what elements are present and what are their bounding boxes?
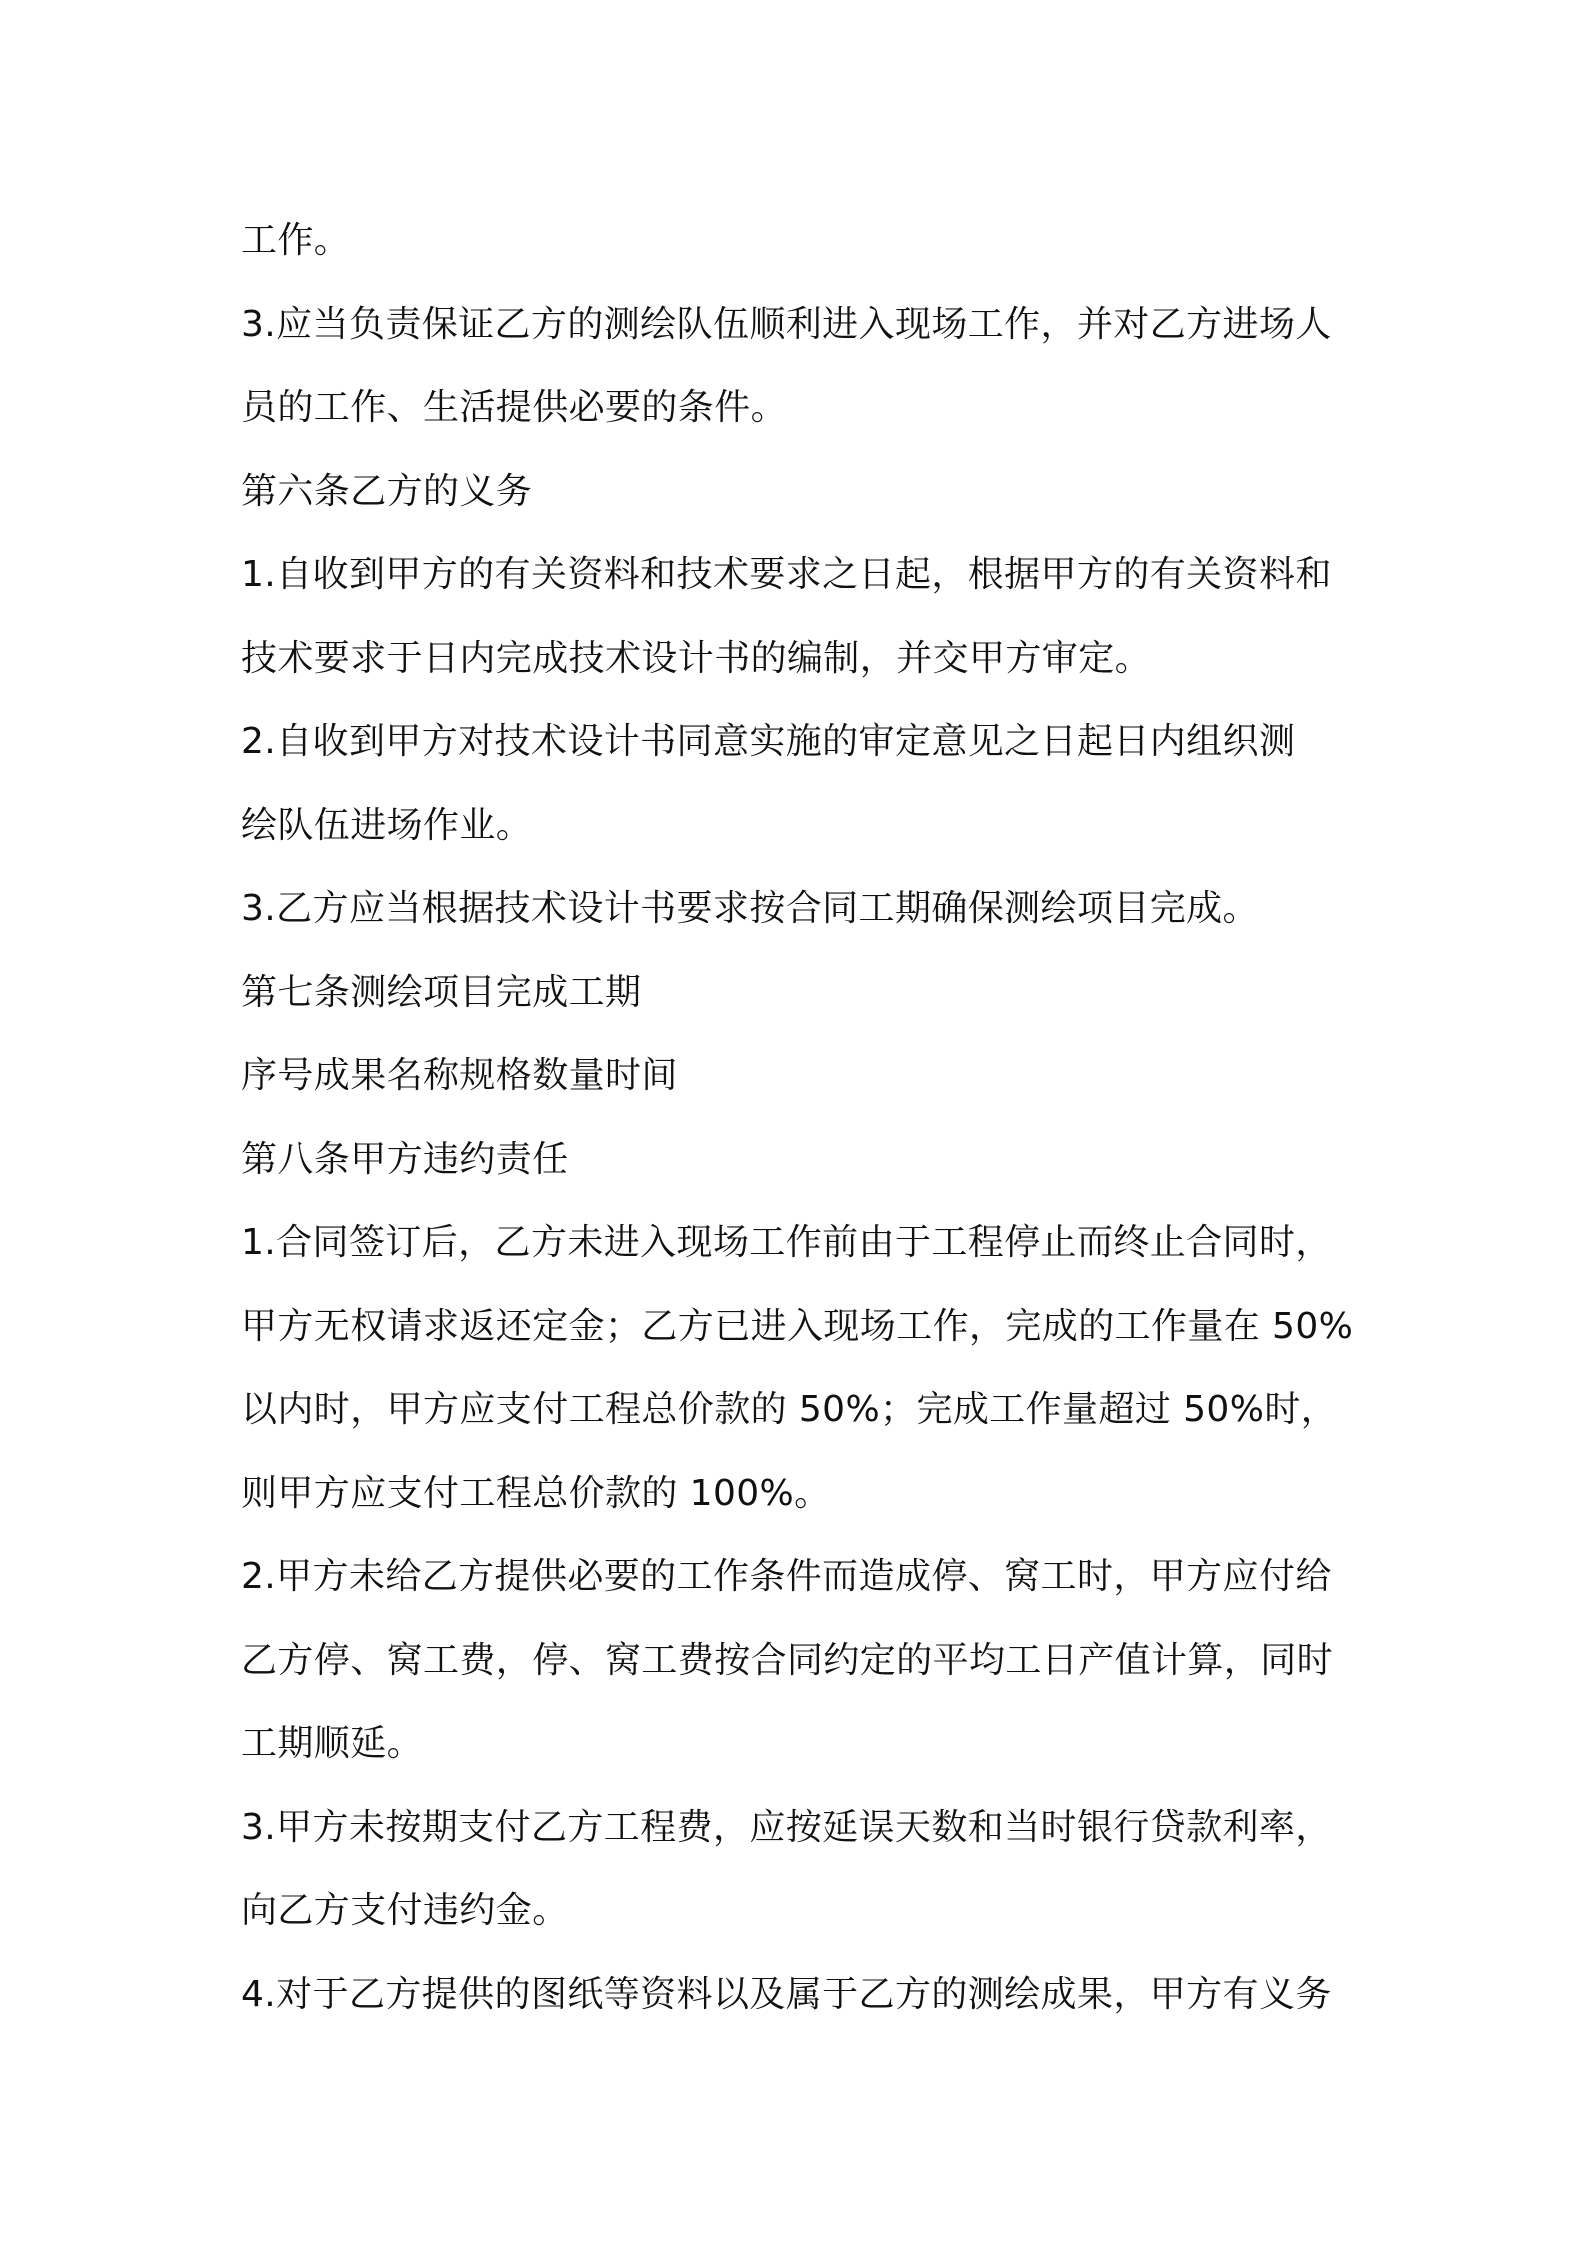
text-line: 3.乙方应当根据技术设计书要求按合同工期确保测绘项目完成。	[241, 888, 1259, 929]
text-line: 乙方停、窝工费，停、窝工费按合同约定的平均工日产值计算，同时	[241, 1639, 1334, 1681]
text-line: 向乙方支付违约金。	[241, 1890, 569, 1931]
text-line: 绘队伍进场作业。	[241, 804, 533, 846]
table-header-line: 序号成果名称规格数量时间	[241, 1055, 678, 1096]
text-line: 则甲方应支付工程总价款的 100%。	[241, 1472, 831, 1514]
text-line: 技术要求于日内完成技术设计书的编制，并交甲方审定。	[241, 637, 1152, 679]
text-line: 3.应当负责保证乙方的测绘队伍顺利进入现场工作，并对乙方进场人	[241, 303, 1332, 345]
section-heading: 第八条甲方违约责任	[241, 1138, 569, 1180]
text-line: 员的工作、生活提供必要的条件。	[241, 387, 788, 428]
text-line: 2.甲方未给乙方提供必要的工作条件而造成停、窝工时，甲方应付给	[241, 1556, 1332, 1597]
text-line: 以内时，甲方应支付工程总价款的 50%；完成工作量超过 50%时，	[241, 1389, 1338, 1430]
section-heading: 第六条乙方的义务	[241, 470, 533, 512]
section-heading: 第七条测绘项目完成工期	[241, 971, 642, 1013]
text-line: 1.自收到甲方的有关资料和技术要求之日起，根据甲方的有关资料和	[241, 554, 1332, 595]
text-line: 1.合同签订后，乙方未进入现场工作前由于工程停止而终止合同时，	[241, 1222, 1332, 1263]
text-line: 4.对于乙方提供的图纸等资料以及属于乙方的测绘成果，甲方有义务	[241, 1973, 1332, 2015]
text-line: 工期顺延。	[241, 1723, 424, 1764]
contract-text	[241, 199, 1361, 2036]
text-line: 2.自收到甲方对技术设计书同意实施的审定意见之日起日内组织测	[241, 721, 1296, 762]
text-line: 工作。	[241, 220, 351, 261]
text-line: 甲方无权请求返还定金；乙方已进入现场工作，完成的工作量在 50%	[241, 1305, 1354, 1347]
text-line: 3.甲方未按期支付乙方工程费，应按延误天数和当时银行贷款利率，	[241, 1806, 1332, 1848]
